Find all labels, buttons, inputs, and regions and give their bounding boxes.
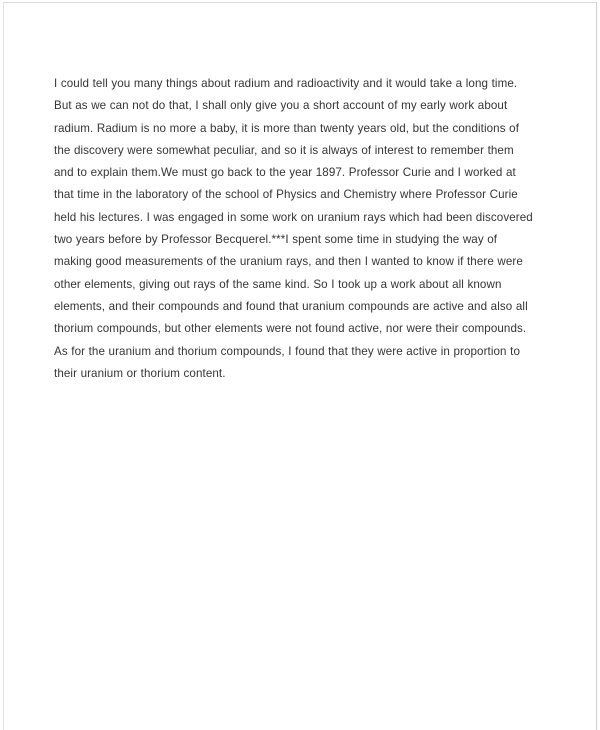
body-paragraph: I could tell you many things about radium and radioactivity and it would take a long time. But as we can not do that, I shall only give you a short account of my early work about radium. Radium is no more a baby, it is more than twenty years old, but the conditions of the discovery were somewhat peculiar, and so it is always of interest to remember them and to explain them.We must go back to the year 1897. Professor Curie and I worked at that time in the laboratory of the school of Physics and Chemistry where Professor Curie held his lectures. I was engaged in some work on uranium rays which had been discovered two years before by Professor Becquerel.***I spent some time in studying the way of making good measurements of the uranium rays, and then I wanted to know if there were other elements, giving out rays of the same kind. So I took up a work about all known elements, and their compounds and found that uranium compounds are active and also all thorium compounds, but other elements were not found active, nor were their compounds. As for the uranium and thorium compounds, I found that they were active in proportion to their uranium or thorium content. bbox=[54, 77, 533, 380]
document-page bbox=[3, 2, 597, 730]
document-text-body bbox=[54, 73, 533, 385]
